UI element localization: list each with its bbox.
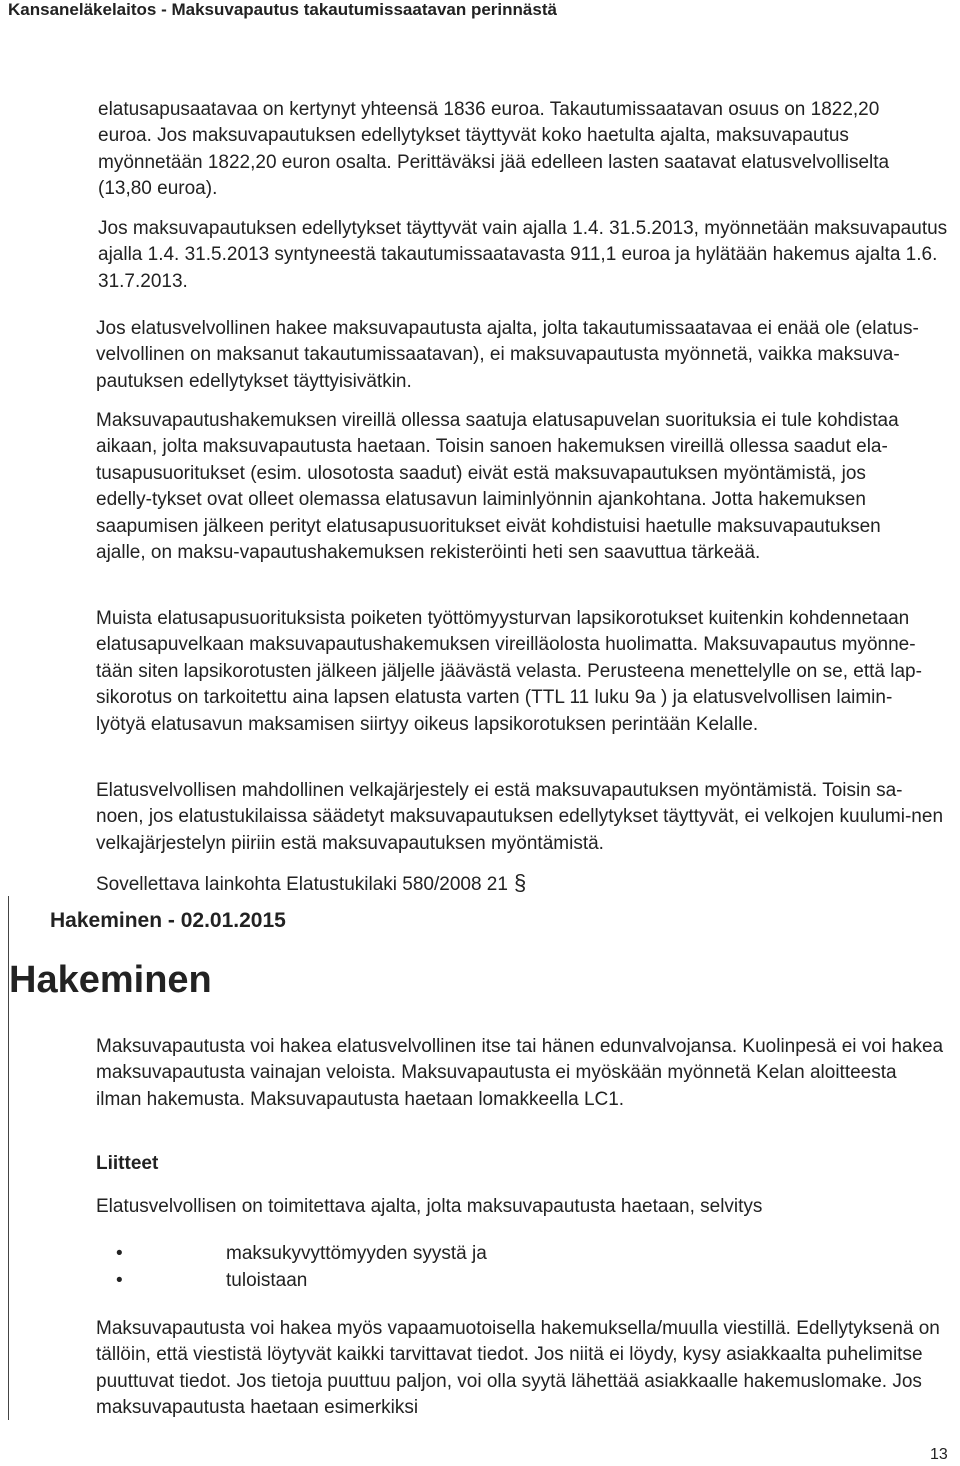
paragraph: Jos maksuvapautuksen edellytykset täyttyvät vain ajalla 1.4. 31.5.2013, myönnetään maksuvapautus ajalla 1.4. 31.5.2013 syntyneestä takautumissaatavasta 911,1 euroa ja hylätään hakemus ajalta 1.6. 31.7.2013. xyxy=(98,218,948,292)
list-item-text: maksukyvyttömyyden syystä ja xyxy=(226,1243,487,1264)
paragraph-block xyxy=(96,316,958,395)
application-paragraph xyxy=(96,1034,946,1113)
section-date-title: Hakeminen - 02.01.2015 xyxy=(50,909,286,932)
example-paragraph xyxy=(98,216,948,295)
page-header-title: Kansaneläkelaitos - Maksuvapautus takautumissaatavan perinnästä xyxy=(8,0,557,19)
attachments-intro xyxy=(96,1194,946,1220)
paragraph: elatusapusaatavaa on kertynyt yhteensä 1836 euroa. Takautumissaatavan osuus on 1822,20 euroa. Jos maksuvapautuksen edellytykset täyttyvät koko haetulta ajalta, maksuvapautus myönnetään 1822,20 euron osalta. Perittäväksi jää edelleen lasten saatavat elatusvelvolliselta (13,80 euroa). xyxy=(98,99,890,200)
list-item-text: tuloistaan xyxy=(226,1270,308,1291)
paragraph: Maksuvapautusta voi hakea myös vapaamuotoisella hakemuksella/muulla viestillä. Edellytyksenä on tällöin, että viestistä löytyvät kaikki tarvittavat tiedot. Jos niitä ei löydy, kysy asiakkaalta puhelimitse puuttuvat tiedot. Jos tietoja puuttuu paljon, voi olla syytä lähettää asiakkaalle hakemuslomake. Jos maksuvapautusta haetaan esimerkiksi xyxy=(96,1318,940,1419)
list-item xyxy=(116,1240,487,1267)
paragraph-block xyxy=(96,606,936,738)
paragraph-block xyxy=(96,778,948,857)
legal-basis xyxy=(96,870,946,898)
closing-paragraph xyxy=(96,1316,948,1422)
bullet-icon: • xyxy=(116,1243,123,1264)
section-heading: Hakeminen xyxy=(9,959,212,1001)
attachments-heading: Liitteet xyxy=(96,1153,159,1174)
page-number: 13 xyxy=(930,1446,948,1463)
legal-basis-text: Sovellettava lainkohta Elatustukilaki 580/2008 21 xyxy=(96,874,508,895)
paragraph: Elatusvelvollisen mahdollinen velkajärjestely ei estä maksuvapautuksen myöntämistä. Toisin sa-noen, jos elatustukilaissa säädetyt maksuvapautuksen edellytykset täyttyvät, ei velkojen kuulumi-nen velkajärjestelyn piiriin estä maksuvapautuksen myöntämistä. xyxy=(96,780,944,854)
paragraph: Muista elatusapusuorituksista poiketen työttömyysturvan lapsikorotukset kuitenkin kohdennetaan elatusapuvelkaan maksuvapautushakemuksen vireilläolosta huolimatta. Maksuvapautus myönne-tään siten lapsikorotusten jälkeen jäljelle jäävästä velasta. Perusteena menettelylle on se, että lap-sikorotus on tarkoitettu aina lapsen elatusta varten (TTL 11 luku 9a ) ja elatusvelvollisen laimin-lyötyä elatusavun maksamisen siirtyy oikeus lapsikorotuksen perintään Kelalle. xyxy=(96,608,922,735)
section-sign: § xyxy=(513,870,527,895)
paragraph-block xyxy=(96,408,916,566)
paragraph: Elatusvelvollisen on toimitettava ajalta, jolta maksuvapautusta haetaan, selvitys xyxy=(96,1196,763,1217)
paragraph: Jos elatusvelvollinen hakee maksuvapautusta ajalta, jolta takautumissaatavaa ei enää ole (elatus-velvollinen on maksanut takautumissaatavan), ei maksuvapautusta myönnetä, vaikka maksuva-pautuksen edellytykset täyttyisivätkin. xyxy=(96,318,919,392)
attachments-list xyxy=(116,1240,487,1294)
continuation-paragraph xyxy=(98,97,918,203)
paragraph: Maksuvapautusta voi hakea elatusvelvollinen itse tai hänen edunvalvojansa. Kuolinpesä ei voi hakea maksuvapautusta vainajan veloista. Maksuvapautusta ei myöskään myönnetä Kelan aloitteesta ilman hakemusta. Maksuvapautusta haetaan lomakkeella LC1. xyxy=(96,1036,944,1110)
paragraph: Maksuvapautushakemuksen vireillä ollessa saatuja elatusapuvelan suorituksia ei tule kohdistaa aikaan, jolta maksuvapautusta haetaan. Toisin sanoen hakemuksen vireillä ollessa saadut ela-tusapusuoritukset (esim. ulosotosta saadut) eivät estä maksuvapautuksen myöntämistä, jos edelly-tykset ovat olleet olemassa elatusavun laiminlyönnin ajankohtana. Jotta hakemuksen saapumisen jälkeen perityt elatusapusuoritukset eivät kohdistuisi haetulle maksuvapautuksen ajalle, on maksu-vapautushakemuksen rekisteröinti heti sen saavuttua tärkeää. xyxy=(96,410,899,564)
bullet-icon: • xyxy=(116,1270,123,1291)
list-item xyxy=(116,1267,487,1294)
